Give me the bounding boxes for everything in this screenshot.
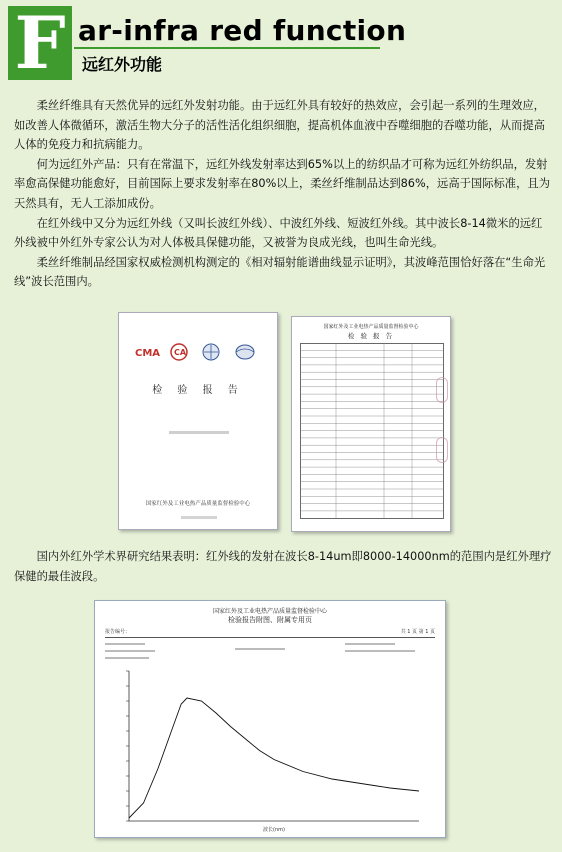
spectrum-chart: [115, 665, 425, 833]
report-cover-title: 检 验 报 告: [152, 385, 244, 396]
chart-axes: [129, 671, 419, 821]
paragraph-2: 何为远红外产品：只有在常温下，远红外线发射率达到65%以上的纺织品才可称为远红外纺织品，发射率愈高保健功能愈好，目前国际上要求发射率在80%以上，柔丝纤维制品达到86%，远高于国际标准，且为天然具有，无人工添加成份。: [14, 157, 550, 210]
paragraph-3: 在红外线中又分为远红外线（又叫长波红外线）、中波红外线、短波红外线。其中波长8-14微米的远红外线被中外红外专家公认为对人体极具保健功能，又被誉为良成光线，也叫生命光线。: [14, 216, 543, 250]
report-table-grid: [300, 343, 444, 519]
page-title-english: ar-infra red function: [78, 14, 407, 47]
x-axis-label: 波长(nm): [263, 827, 285, 833]
report-cover-date: [181, 515, 217, 520]
header-initial-letter: F: [8, 6, 72, 80]
spectrum-report-title: 检验报告附图、附属专用页: [228, 616, 312, 624]
title-divider: [74, 47, 380, 49]
paragraph-1: 柔丝纤维具有天然优异的远红外发射功能。由于远红外具有较好的热效应，会引起一系列的生理效应，如改善人体微循环，激活生物大分子的活性活化组织细胞，提高机体血液中吞噬细胞的吞噬功能，从而提高人体的免疫力和抗病能力。: [14, 99, 545, 152]
caption-paragraph: 国内外红外学术界研究结果表明：红外线的发射在波长8-14um即8000-14000nm的范围内是红外理疗保健的最佳波段。: [14, 550, 552, 583]
report-cover-organization: 国家红外及工业电热产品质量监督检验中心: [145, 501, 251, 507]
table-frame: [301, 344, 444, 519]
spectrum-report-header: 国家红外及工业电热产品质量监督检验中心: [212, 608, 327, 615]
report-table-header: 国家红外及工业电热产品质量监督检验中心: [323, 324, 419, 330]
report-cover-field: [169, 429, 229, 437]
svg-text:CMA: CMA: [135, 348, 161, 359]
spectrum-report-image: [94, 600, 446, 838]
report-table-image: [291, 316, 451, 532]
test-info-block: [345, 641, 425, 661]
body-text: [14, 96, 552, 292]
chart-caption-block: [235, 645, 285, 655]
report-page-count: 共 1 页 第 1 页: [400, 629, 435, 635]
seal-stamp: [436, 377, 448, 403]
caption-text: [14, 547, 552, 586]
sample-info-block: [105, 641, 165, 661]
report-number-label: 报告编号：: [105, 629, 131, 635]
svg-text:CA: CA: [174, 348, 187, 357]
cnas-logo-icon: [199, 343, 223, 361]
seal-stamp: [436, 437, 448, 463]
page-header: [0, 0, 562, 92]
spectrum-report-meta: [105, 628, 435, 638]
report-table-title: 检 验 报 告: [347, 332, 395, 340]
page-title-chinese: 远红外功能: [82, 55, 163, 74]
paragraph-4: 柔丝纤维制品经国家权威检测机构测定的《相对辐射能谱曲线显示证明》，其波峰范围恰好落在“生命光线”波长范围内。: [14, 255, 546, 289]
certification-logos: [133, 343, 265, 361]
spectrum-series-line: [129, 698, 419, 818]
cma-logo-icon: [133, 343, 161, 361]
report-cover-image: [118, 312, 278, 530]
globe-logo-icon: [233, 343, 257, 361]
cal-logo-icon: [167, 343, 191, 361]
